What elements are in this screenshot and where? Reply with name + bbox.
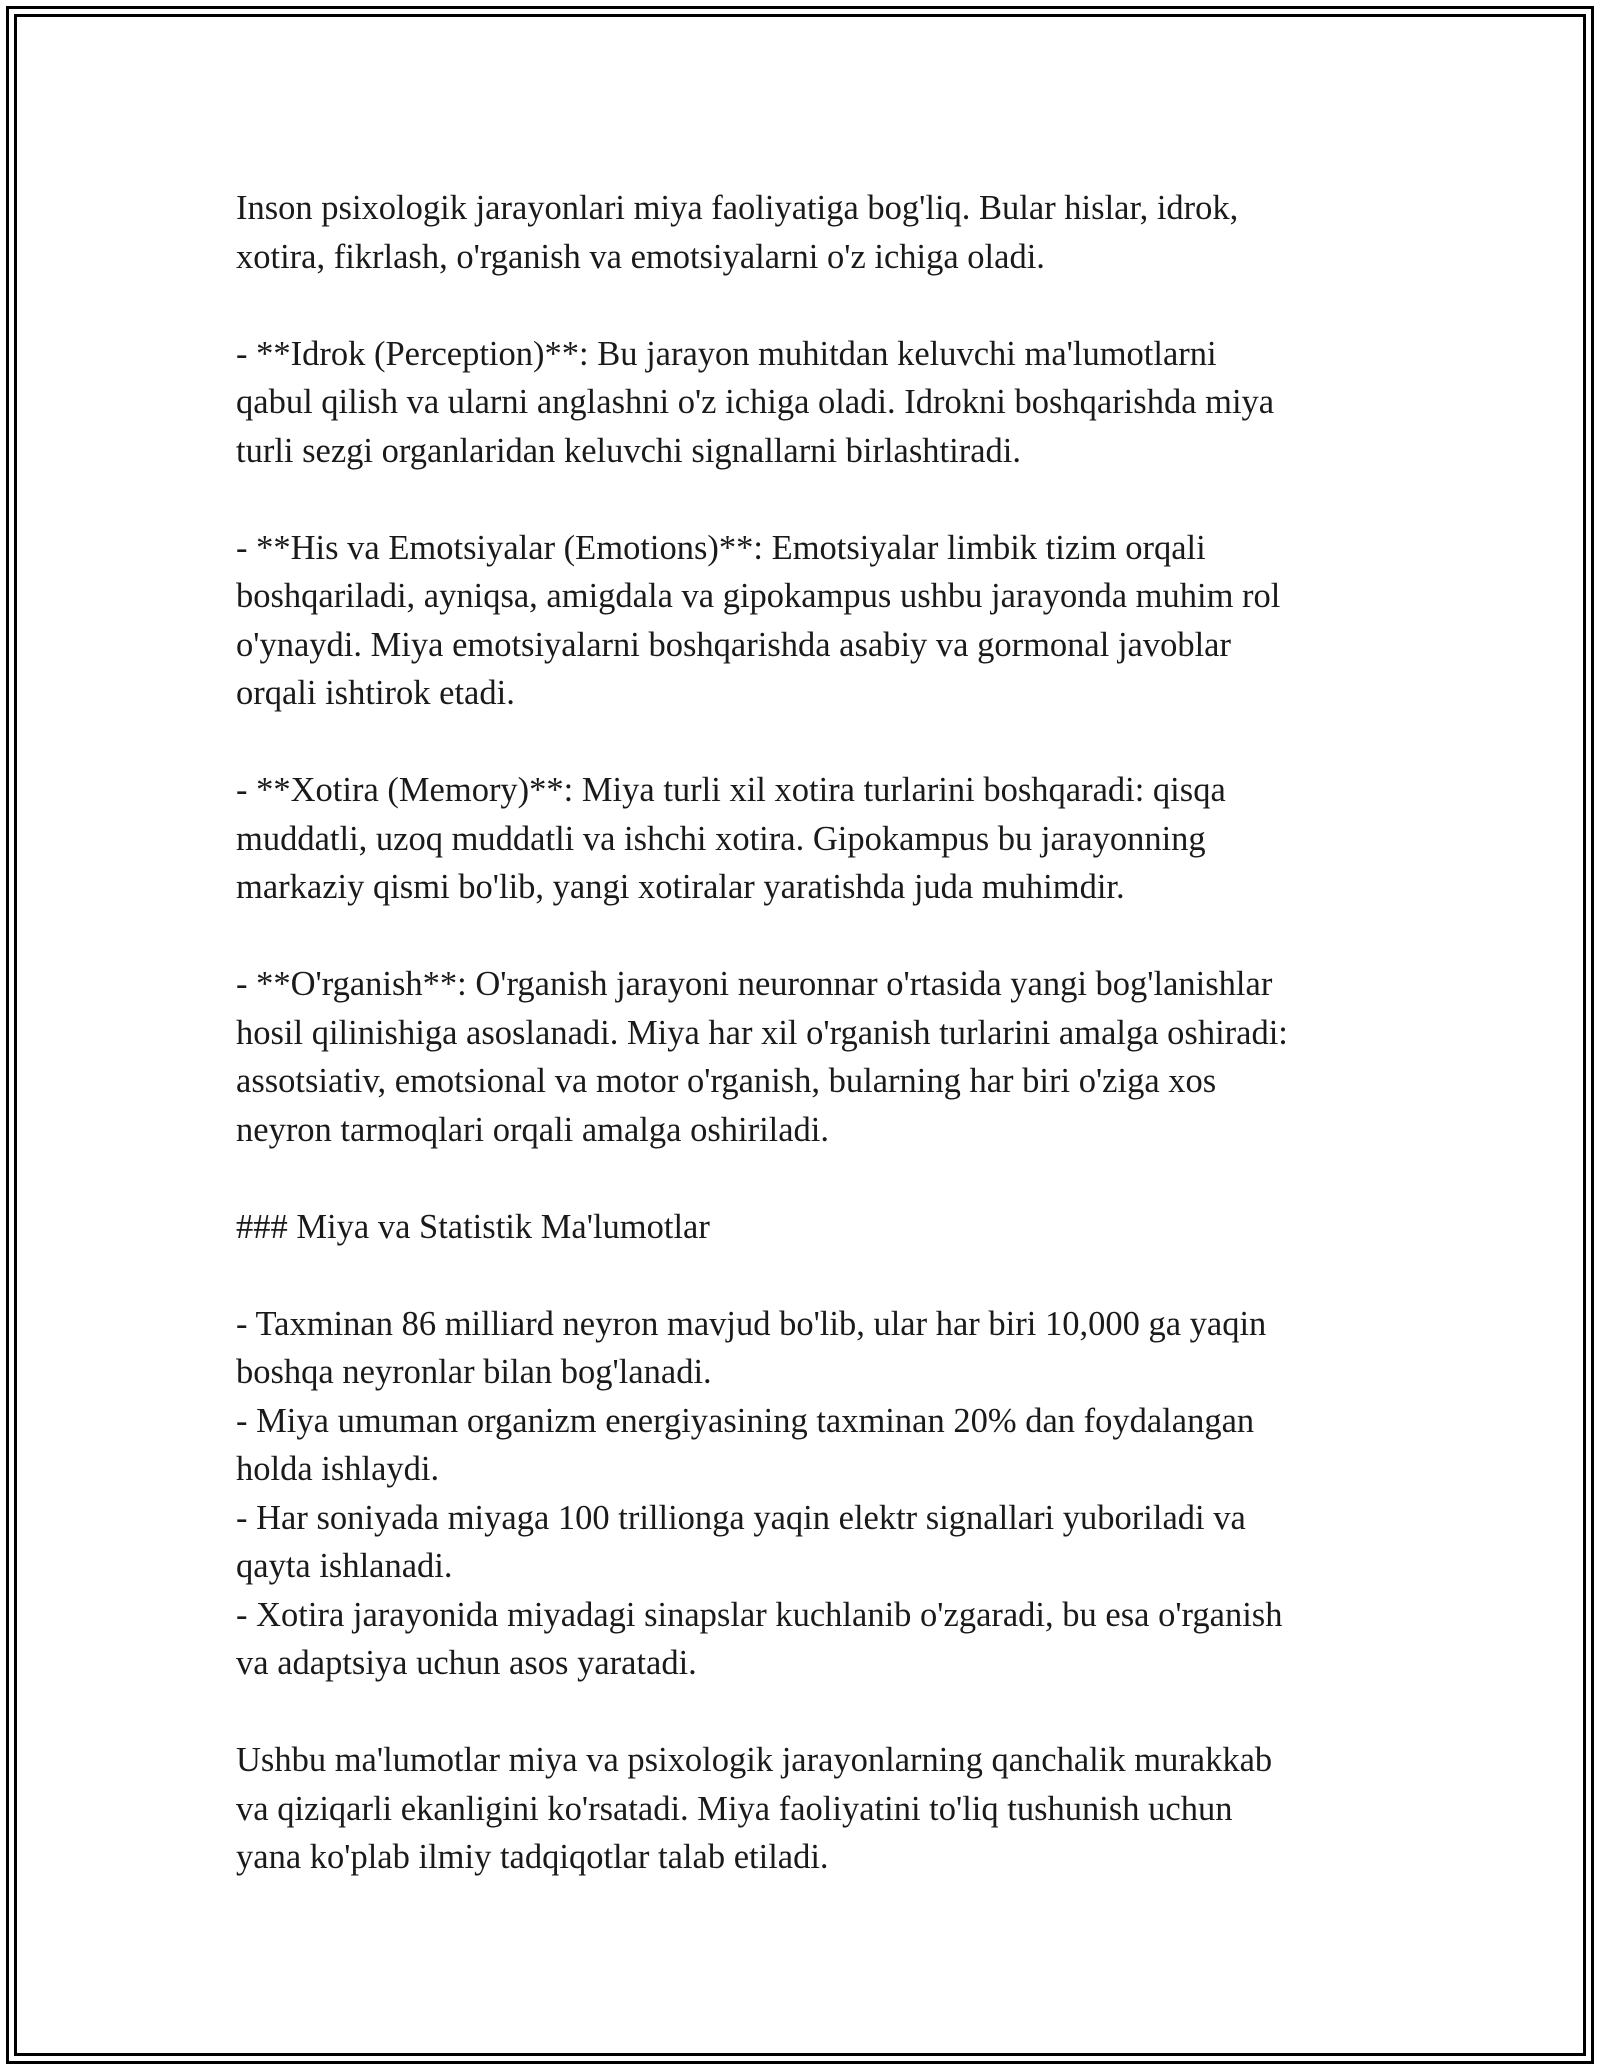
text-line: - **O'rganish**: O'rganish jarayoni neuronnar o'rtasida yangi bog'lanishlar (236, 965, 1273, 1003)
text-line: va adaptsiya uchun asos yaratadi. (236, 1644, 697, 1682)
text-line: holda ishlaydi. (236, 1450, 440, 1488)
text-line: boshqariladi, ayniqsa, amigdala va gipokampus ushbu jarayonda muhim rol (236, 577, 1281, 615)
document-body (236, 184, 1366, 1882)
text-line: Ushbu ma'lumotlar miya va psixologik jarayonlarning qanchalik murakkab (236, 1741, 1273, 1779)
text-line: boshqa neyronlar bilan bog'lanadi. (236, 1353, 712, 1391)
text-line: qayta ishlanadi. (236, 1547, 453, 1585)
text-line: neyron tarmoqlari orqali amalga oshiriladi. (236, 1110, 830, 1149)
learning-paragraph (236, 960, 1366, 1154)
stats-list (236, 1300, 1366, 1688)
text-line: hosil qilinishiga asoslanadi. Miya har xil o'rganish turlarini amalga oshiradi: (236, 1013, 1288, 1052)
text-line: - Miya umuman organizm energiyasining taxminan 20% dan foydalangan (236, 1401, 1255, 1440)
heading-text: ### Miya va Statistik Ma'lumotlar (236, 1207, 710, 1246)
text-line: assotsiativ, emotsional va motor o'rganish, bularning har biri o'ziga xos (236, 1062, 1217, 1100)
text-line: turli sezgi organlaridan keluvchi signallarni birlashtiradi. (236, 431, 1021, 470)
intro-paragraph (236, 184, 1366, 281)
text-line: muddatli, uzoq muddatli va ishchi xotira. Gipokampus bu jarayonning (236, 819, 1206, 858)
text-line: - Har soniyada miyaga 100 trillionga yaqin elektr signallari yuboriladi va (236, 1498, 1246, 1537)
text-line: markaziy qismi bo'lib, yangi xotiralar yaratishda juda muhimdir. (236, 868, 1125, 906)
text-line: qabul qilish va ularni anglashni o'z ichiga oladi. Idrokni boshqarishda miya (236, 383, 1275, 421)
text-line: xotira, fikrlash, o'rganish va emotsiyalarni o'z ichiga oladi. (236, 237, 1045, 276)
text-line: - Taxminan 86 milliard neyron mavjud bo'lib, ular har biri 10,000 ga yaqin (236, 1304, 1267, 1343)
text-line: va qiziqarli ekanligini ko'rsatadi. Miya faoliyatini to'liq tushunish uchun (236, 1789, 1233, 1828)
text-line: o'ynaydi. Miya emotsiyalarni boshqarishda asabiy va gormonal javoblar (236, 625, 1231, 664)
emotions-paragraph (236, 524, 1366, 718)
text-line: - **Idrok (Perception)**: Bu jarayon muhitdan keluvchi ma'lumotlarni (236, 334, 1217, 373)
text-line: - Xotira jarayonida miyadagi sinapslar kuchlanib o'zgaradi, bu esa o'rganish (236, 1595, 1283, 1634)
text-line: - **His va Emotsiyalar (Emotions)**: Emotsiyalar limbik tizim orqali (236, 528, 1206, 567)
text-line: - **Xotira (Memory)**: Miya turli xil xotira turlarini boshqaradi: qisqa (236, 771, 1226, 809)
text-line: orqali ishtirok etadi. (236, 674, 515, 712)
text-line: Inson psixologik jarayonlari miya faoliyatiga bog'liq. Bular hislar, idrok, (236, 189, 1239, 227)
perception-paragraph (236, 330, 1366, 476)
memory-paragraph (236, 766, 1366, 912)
conclusion-paragraph (236, 1736, 1366, 1882)
section-heading (236, 1203, 1366, 1252)
text-line: yana ko'plab ilmiy tadqiqotlar talab etiladi. (236, 1838, 829, 1876)
